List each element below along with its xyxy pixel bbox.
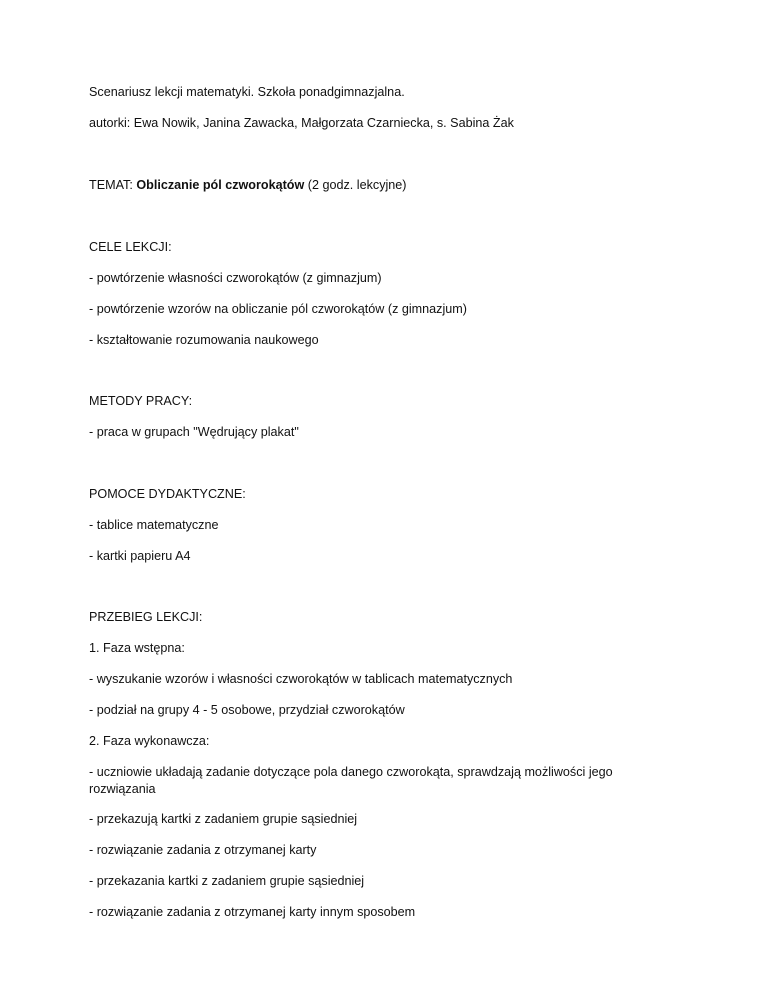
document-authors: autorki: Ewa Nowik, Janina Zawacka, Małgorzata Czarniecka, s. Sabina Żak — [89, 116, 514, 130]
phase1-item: - podział na grupy 4 - 5 osobowe, przydział czworokątów — [89, 703, 405, 717]
phase1-item: - wyszukanie wzorów i własności czworokątów w tablicach matematycznych — [89, 672, 513, 686]
goal-item: - powtórzenie własności czworokątów (z gimnazjum) — [89, 271, 382, 285]
course-heading: PRZEBIEG LEKCJI: — [89, 610, 203, 624]
goal-item: - powtórzenie wzorów na obliczanie pól czworokątów (z gimnazjum) — [89, 302, 467, 316]
goal-item: - kształtowanie rozumowania naukowego — [89, 333, 319, 347]
phase2-heading: 2. Faza wykonawcza: — [89, 734, 210, 748]
phase2-item: - przekazują kartki z zadaniem grupie sąsiedniej — [89, 812, 358, 826]
phase2-item: - rozwiązanie zadania z otrzymanej karty innym sposobem — [89, 905, 416, 919]
phase1-heading: 1. Faza wstępna: — [89, 641, 185, 655]
phase2-item: - przekazania kartki z zadaniem grupie sąsiedniej — [89, 874, 365, 888]
topic-title: Obliczanie pól czworokątów — [136, 178, 305, 192]
phase2-item: - uczniowie układają zadanie dotyczące pola danego czworokąta, sprawdzają możliwości jego rozwiązania — [89, 765, 613, 796]
method-item: - praca w grupach "Wędrujący plakat" — [89, 425, 299, 439]
aid-item: - kartki papieru A4 — [89, 549, 191, 563]
phase2-item: - rozwiązanie zadania z otrzymanej karty — [89, 843, 317, 857]
methods-heading: METODY PRACY: — [89, 394, 193, 408]
goals-heading: CELE LEKCJI: — [89, 240, 172, 254]
document-title: Scenariusz lekcji matematyki. Szkoła ponadgimnazjalna. — [89, 85, 405, 99]
topic-label: TEMAT: — [89, 178, 137, 192]
aids-heading: POMOCE DYDAKTYCZNE: — [89, 487, 246, 501]
topic-line — [89, 177, 689, 193]
aid-item: - tablice matematyczne — [89, 518, 219, 532]
topic-duration: (2 godz. lekcyjne) — [304, 178, 407, 192]
